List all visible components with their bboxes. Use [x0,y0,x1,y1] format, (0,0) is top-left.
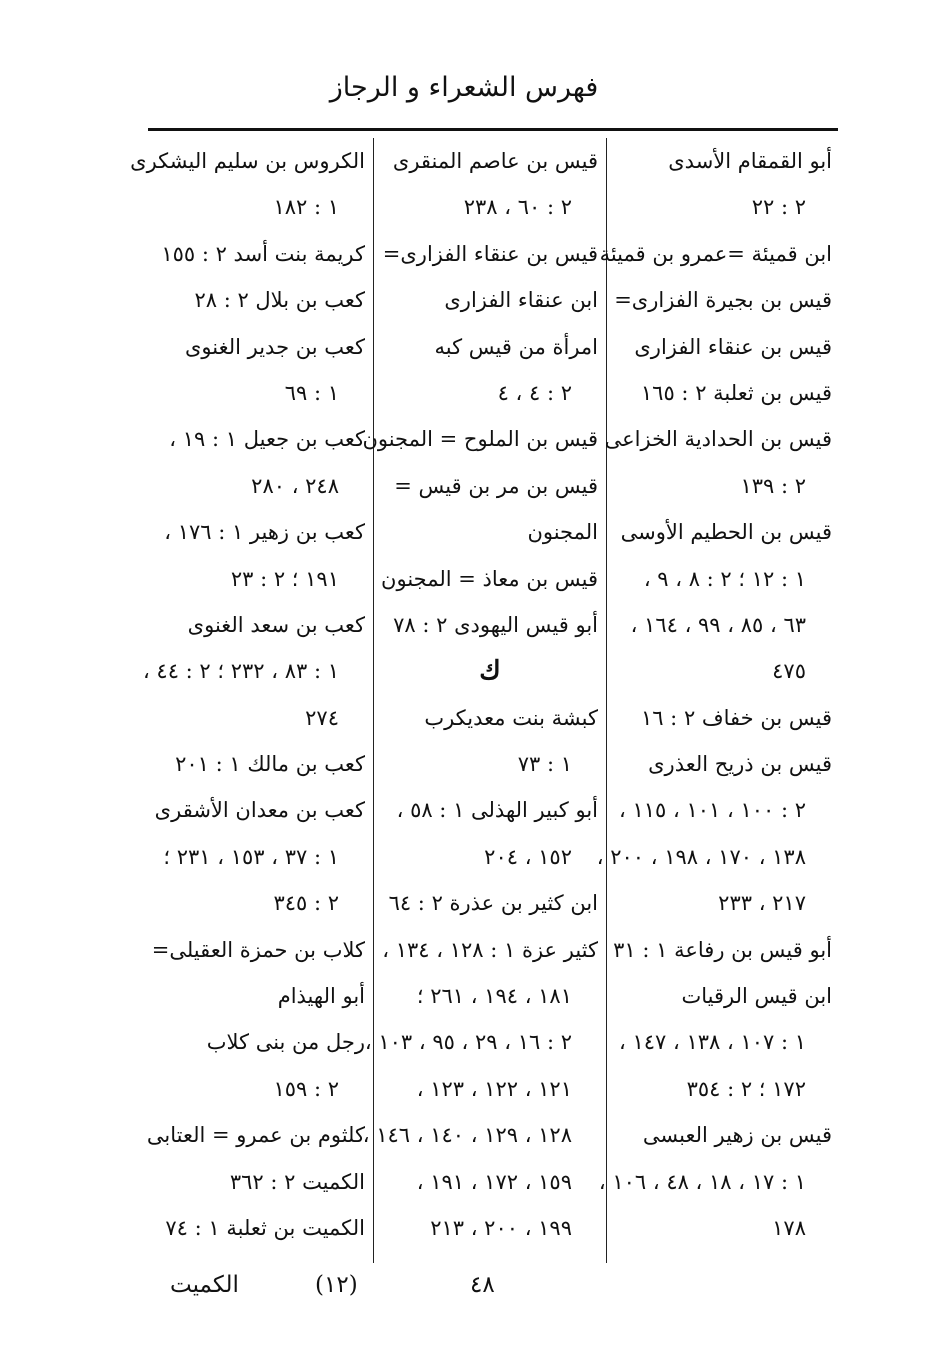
index-line: كعب بن بلال ٢ : ٢٨ [194,288,365,313]
index-line: أبو كبير الهذلى ١ : ٥٨ ، [396,798,598,823]
index-line: ١ : ٧٣ [517,752,572,777]
index-line: ١٧٨ [772,1215,806,1240]
index-line: كعب بن جعيل ١ : ١٩ ، [169,427,365,452]
index-line: ٢ : ٤ ، ٤ [497,380,572,405]
index-line: ١٨١ ، ١٩٤ ، ٢٦١ ؛ [416,984,572,1009]
index-line: ٢ : ١٥٩ [273,1076,339,1101]
index-line: قيس بن الحدادية الخزاعى [604,427,832,452]
index-line: كعب بن زهير ١ : ١٧٦ ، [164,520,365,545]
index-line: ١ : ١٠٧ ، ١٣٨ ، ١٤٧ ، [619,1030,806,1055]
index-line: كعب بن سعد الغنوى [187,612,365,637]
header-rule [148,128,838,131]
index-line: ١ : ٣٧ ، ١٥٣ ، ٢٣١ ؛ [163,844,339,869]
index-line: قيس بن بجيرة الفزارى= [614,288,832,313]
index-line: ٢ : ١٦ ، ٢٩ ، ٩٥ ، ١٠٣ ، [364,1030,572,1055]
index-line: الكميت بن ثعلبة ١ : ٧٤ [165,1215,365,1240]
index-line: كريمة بنت أسد ٢ : ١٥٥ [161,241,365,266]
index-columns [130,138,840,1263]
index-line: ١٢١ ، ١٢٢ ، ١٢٣ ، [416,1076,572,1101]
index-line: كعب بن مالك ١ : ٢٠١ [175,752,365,777]
index-line: أبو قيس اليهودى ٢ : ٧٨ [393,612,598,637]
index-line: ٢ : ٦٠ ، ٢٣٨ [463,195,572,220]
index-line: الكميت ٢ : ٣٦٢ [229,1169,365,1194]
index-line: ابن قيس الرقيات [681,984,832,1009]
index-line: كبشة بنت معديكرب [424,705,598,730]
index-line: قيس بن مر بن قيس = [394,473,598,498]
index-line: كعب بن جدير الغنوى [184,334,365,359]
index-line: ٢٤٨ ، ٢٨٠ [251,473,339,498]
index-line: أبو القمقام الأسدى [668,149,832,173]
index-line: ابن عنقاء الفزارى [444,288,598,313]
index-line: قيس بن الحطيم الأوسى [620,520,832,545]
index-line: الكروس بن سليم اليشكرى [130,149,365,173]
index-line: رجل من بنى كلاب [206,1030,365,1055]
catchword: الكميت [170,1272,239,1298]
index-line: قيس بن عاصم المنقرى [392,149,598,173]
column-right [596,138,840,1263]
index-line: ٢١٧ ، ٢٣٣ [718,891,806,916]
index-line: ٢ : ٣٤٥ [273,891,339,916]
section-letter: ك [479,656,501,687]
index-line: قيس بن عنقاء الفزارى [634,334,832,359]
index-line: ٢ : ١٠٠ ، ١٠١ ، ١١٥ ، [619,798,806,823]
signature-mark: (١٢) [315,1272,358,1298]
index-line: قيس بن ثعلبة ٢ : ١٦٥ [640,380,832,405]
index-line: ١٩١ ؛ ٢ : ٢٣ [230,566,339,591]
index-line: ٤٧٥ [772,659,806,684]
index-line: ١٩٩ ، ٢٠٠ ، ٢١٣ [430,1215,572,1240]
index-line: كلثوم بن عمرو = العتابى [146,1123,365,1148]
index-line: أبو الهيذام [277,984,365,1009]
index-line: ٢ : ٢٢ [751,195,806,220]
index-line: ٢ : ١٣٩ [740,473,806,498]
index-line: ١ : ١٨٢ [273,195,339,220]
index-line: امرأة من قيس كبه [434,334,598,359]
page-footer [140,1272,840,1312]
index-line: ١٥٩ ، ١٧٢ ، ١٩١ ، [416,1169,572,1194]
page-header: فهرس الشعراء و الرجاز [329,72,599,103]
index-line: ١٥٢ ، ٢٠٤ [484,844,572,869]
index-line: المجنون [527,520,598,545]
index-line: ابن قميئة =عمرو بن قميئة [599,241,832,266]
index-line: ١ : ١٧ ، ١٨ ، ٤٨ ، ١٠٦ ، [598,1169,806,1194]
index-line: قيس بن زهير العبسى [642,1123,832,1148]
index-line: ١٣٨ ، ١٧٠ ، ١٩٨ ، ٢٠٠ ، [596,844,806,869]
index-line: كلاب بن حمزة العقيلى= [151,937,365,962]
index-line: أبو قيس بن رفاعة ١ : ٣١ [613,937,832,962]
index-line: ١٧٢ ؛ ٢ : ٣٥٤ [686,1076,806,1101]
page-number: ٤٨ [470,1272,495,1298]
index-line: قيس بن الملوح = المجنون [362,427,598,452]
column-middle [362,138,607,1263]
index-line: ١ : ٦٩ [284,380,339,405]
index-line: كثير عزة ١ : ١٢٨ ، ١٣٤ ، [382,937,598,962]
index-line: قيس بن ذريح العذرى [648,752,832,777]
index-line: كعب بن معدان الأشقرى [154,798,365,823]
index-line: ابن كثير بن عذرة ٢ : ٦٤ [388,891,598,916]
index-line: قيس بن عنقاء الفزارى= [382,241,598,266]
index-line: قيس بن خفاف ٢ : ١٦ [640,705,832,730]
index-line: ١ : ٨٣ ، ٢٣٢ ؛ ٢ : ٤٤ ، [142,659,339,684]
index-line: ١ : ١٢ ؛ ٢ : ٨ ، ٩ ، [643,566,806,591]
column-left [130,138,374,1263]
index-line: ١٢٨ ، ١٢٩ ، ١٤٠ ، ١٤٦ ، [362,1123,572,1148]
index-line: ٦٣ ، ٨٥ ، ٩٩ ، ١٦٤ ، [630,612,806,637]
index-line: قيس بن معاذ = المجنون [381,566,598,591]
index-line: ٢٧٤ [305,705,339,730]
